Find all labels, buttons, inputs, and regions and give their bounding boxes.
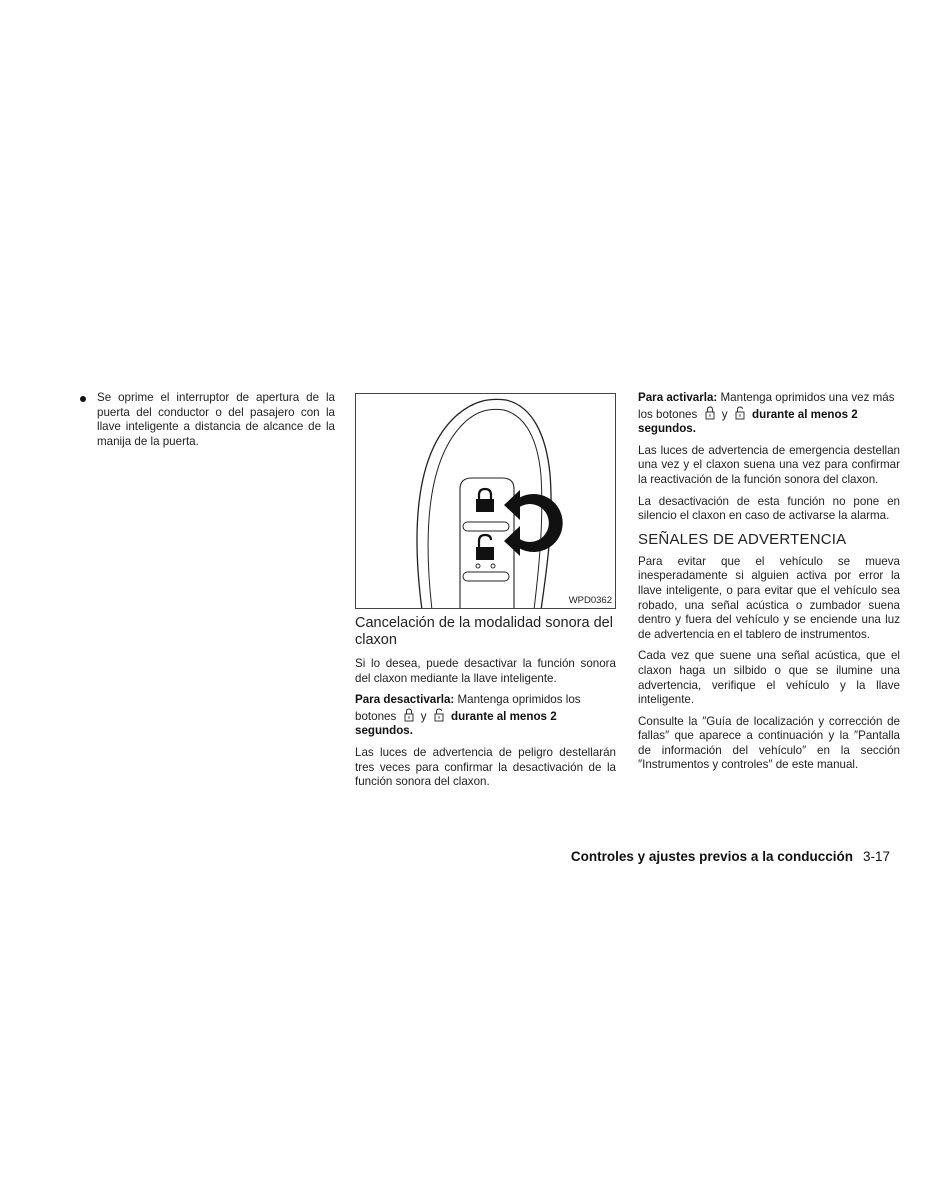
section-heading-warnings: SEÑALES DE ADVERTENCIA — [638, 530, 847, 548]
activate-instruction — [638, 391, 900, 437]
activate-label: Para activarla: — [638, 391, 718, 404]
key-fob-figure — [355, 393, 616, 609]
deactivate-and: y — [420, 709, 427, 723]
lock-icon — [476, 489, 494, 512]
unlock-button-icon — [735, 406, 745, 420]
lock-button-icon — [705, 406, 715, 420]
warnings-paragraph-1: Para evitar que el vehículo se mueva inesperadamente si alguien activa por error la llave inteligente, o para evitar que el vehículo sea robado, una señal acústica o zumbador suena dentro y fuera del vehículo y se enciende una luz de advertencia en el tablero de instrumentos. — [638, 554, 900, 641]
intro-paragraph: Si lo desea, puede desactivar la función sonora del claxon mediante la llave inteligente. — [355, 657, 616, 685]
unlock-button-icon — [434, 708, 444, 722]
bullet-text: Se oprime el interruptor de apertura de la puerta del conductor o del pasajero con la llave inteligente a distancia de alcance de la manija de la puerta. — [97, 391, 335, 448]
middle-column — [355, 615, 616, 797]
alarm-note: La desactivación de esta función no pone en silencio el claxon en caso de activarse la alarma. — [638, 494, 900, 523]
activate-result: Las luces de advertencia de emergencia destellan una vez y el claxon suena una vez para confirmar la reactivación de la función sonora del claxon. — [638, 443, 900, 486]
warnings-paragraph-2: Cada vez que suene una señal acústica, que el claxon haga un silbido o que se ilumine una advertencia, verifique el vehículo y la llave inteligente. — [638, 649, 900, 707]
activate-duration: durante al menos 2 segundos. — [638, 407, 858, 436]
bullet-dot — [80, 396, 86, 402]
activate-text: Mantenga oprimidos una vez más los botones — [638, 391, 895, 421]
activate-and: y — [721, 407, 728, 421]
warnings-paragraph-3: Consulte la ″Guía de localización y corrección de fallas″ que aparece a continuación y la ″Pantalla de información del vehículo″ en la sección ″Instrumentos y controles″ de este manual. — [638, 714, 900, 772]
figure-code: WPD0362 — [568, 595, 612, 606]
deactivate-instruction — [355, 693, 616, 739]
press-sequence-arrow-icon — [504, 490, 563, 556]
deactivate-duration: durante al menos 2 segundos. — [355, 709, 557, 738]
deactivate-label: Para desactivarla: — [355, 693, 455, 707]
right-column — [638, 391, 900, 780]
page-number: 3-17 — [862, 849, 890, 864]
deactivate-result: Las luces de advertencia de peligro destellarán tres veces para confirmar la desactivación de la función sonora del claxon. — [355, 745, 616, 789]
bullet-item — [80, 391, 335, 456]
key-fob-illustration — [356, 394, 616, 609]
subheading-horn-cancel: Cancelación de la modalidad sonora del claxon — [355, 615, 613, 648]
footer-section-title: Controles y ajustes previos a la conducción — [570, 849, 853, 864]
lock-button-icon — [404, 708, 414, 722]
unlock-icon — [476, 535, 494, 560]
deactivate-text: Mantenga oprimidos los botones — [355, 693, 581, 723]
page-footer — [571, 848, 890, 865]
